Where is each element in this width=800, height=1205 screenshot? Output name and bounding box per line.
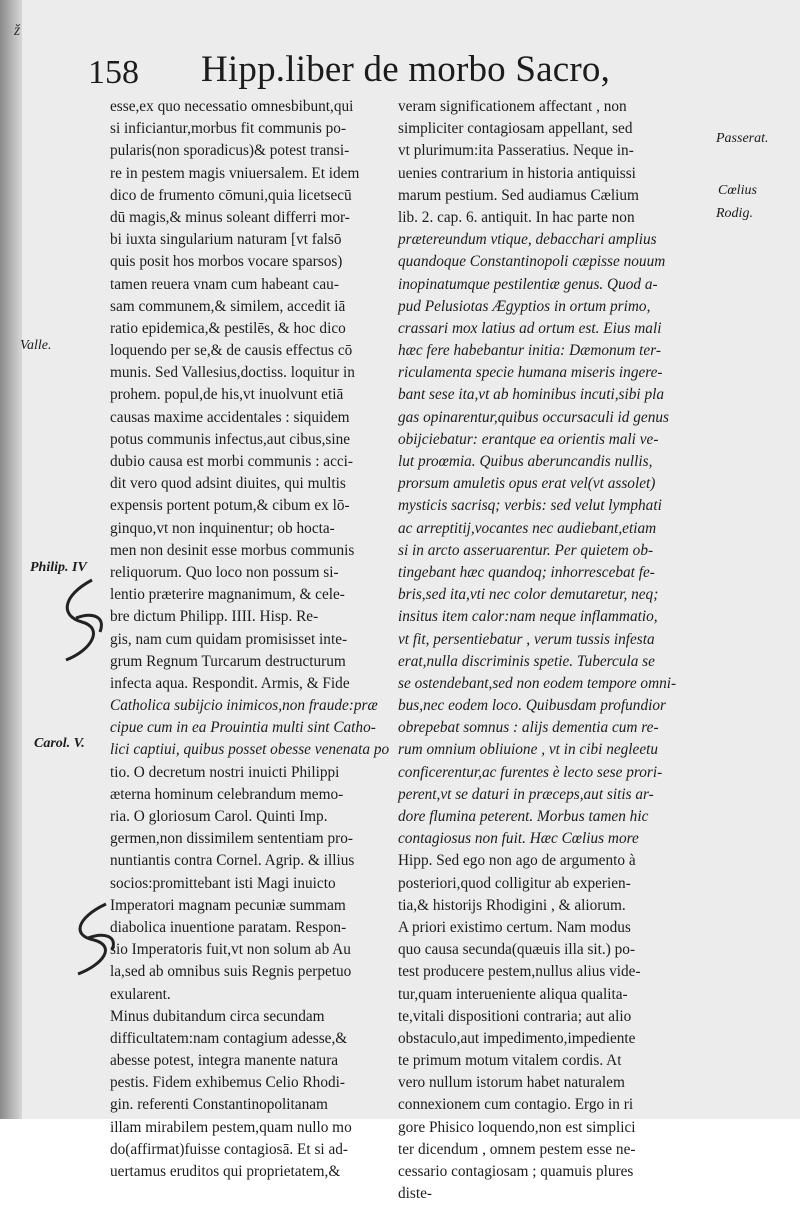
text-line: infecta aqua. Respondit. Armis, & Fide xyxy=(110,674,350,692)
text-line: gas opinarentur,quibus occursaculi id genus xyxy=(398,408,669,426)
text-line: crassari mox latius ad ortum est. Eius mali xyxy=(398,319,662,337)
text-line: mysticis sacrisq; verbis: sed velut lymphati xyxy=(398,497,662,515)
margin-note-rodig: Rodig. xyxy=(716,206,753,221)
text-line: re in pestem magis vniuersalem. Et idem xyxy=(110,164,360,182)
text-line: causas maxime accidentales : siquidem xyxy=(110,408,350,426)
text-line: Hipp. Sed ego non ago de argumento à xyxy=(398,852,636,870)
text-line: gore Phisico loquendo,non est simplici xyxy=(398,1118,636,1136)
text-line: lentio prӕterire magnanimum, & cele- xyxy=(110,586,345,604)
text-line: hӕc fere habebantur initia: Dӕmonum ter- xyxy=(398,342,661,360)
text-line: bi iuxta singularium naturam [vt falsō xyxy=(110,231,342,249)
text-line: dū magis,& minus soleant differri mor- xyxy=(110,208,350,226)
text-line: ratio epidemica,& pestilēs, & hoc dico xyxy=(110,319,346,337)
text-line: ter dicendum , omnem pestem esse ne- xyxy=(398,1140,636,1158)
text-line: potus communis infectus,aut cibus,sine xyxy=(110,430,351,448)
text-line: expensis portent potum,& cibum ex lō- xyxy=(110,497,350,515)
margin-note-carol: Carol. V. xyxy=(34,736,85,751)
text-line: sam communem,& similem, accedit iā xyxy=(110,297,346,315)
text-line: nuntiantis contra Cornel. Agrip. & illius xyxy=(110,852,355,870)
handwritten-paragraph-mark-1 xyxy=(52,576,114,672)
text-line: loquendo per se,& de causis effectus cō xyxy=(110,342,353,360)
handwritten-mark: ž xyxy=(14,22,21,39)
text-line: marum pestium. Sed audiamus Cӕlium xyxy=(398,186,639,204)
text-line: riculamenta specie humana miseris ingere- xyxy=(398,364,663,382)
text-line: simpliciter contagiosam appellant, sed xyxy=(398,120,633,138)
text-line: abesse potest, integra manente natura xyxy=(110,1052,339,1070)
text-line: obijciebatur: erantque ea orientis mali ve- xyxy=(398,430,659,448)
text-line: la,sed ab omnibus suis Regnis perpetuo xyxy=(110,963,352,981)
text-line: posteriori,quod colligitur ab experien- xyxy=(398,874,631,892)
margin-note-coelius: Cœlius xyxy=(718,183,757,198)
text-line: quo causa secunda(quӕuis illa sit.) po- xyxy=(398,941,636,959)
text-line: lut proœmia. Quibus aberuncandis nullis, xyxy=(398,453,653,470)
text-line: Catholica subijcio inimicos,non fraude:prӕ xyxy=(110,697,378,715)
text-line: vt plurimum:ita Passeratius. Neque in- xyxy=(398,142,634,160)
text-line: pularis(non sporadicus)& potest transi- xyxy=(110,142,350,160)
text-line: pud Pelusiotas Ӕgyptios in ortum primo, xyxy=(398,297,651,315)
text-line: contagiosus non fuit. Hӕc Cœlius more xyxy=(398,830,639,848)
text-line: dore flumina peterent. Morbus tamen hic xyxy=(398,808,649,825)
text-line: cessario contagiosam ; quamuis plures xyxy=(398,1163,634,1180)
text-line: prӕtereundum vtique, debacchari amplius xyxy=(398,231,657,249)
text-line: gis, nam cum quidam promisisset inte- xyxy=(110,630,348,648)
text-line: obstaculo,aut impedimento,impediente xyxy=(398,1029,636,1047)
text-line: tia,& historijs Rhodigini , & aliorum. xyxy=(398,896,626,914)
text-line: connexionem cum contagio. Ergo in ri xyxy=(398,1096,634,1114)
text-line: vero nullum istorum habet naturalem xyxy=(398,1074,625,1092)
text-line: tamen reuera vnam cum habeant cau- xyxy=(110,275,339,293)
text-line: insitus item calor:nam neque inflammatio, xyxy=(398,608,658,626)
text-line: bus,nec eodem loco. Quibusdam profundior xyxy=(398,697,666,715)
text-line: tio. O decretum nostri inuicti Philippi xyxy=(110,763,340,781)
text-line: exularent. xyxy=(110,985,171,1003)
text-line: ginquo,vt non inquinentur; ob hocta- xyxy=(110,519,335,537)
text-line: gin. referenti Constantinopolitanam xyxy=(110,1096,328,1114)
text-line: diste- xyxy=(398,1185,432,1203)
text-line: bant sese ita,vt ab hominibus incuti,sibi pla xyxy=(398,386,664,404)
text-line: ria. O gloriosum Carol. Quinti Imp. xyxy=(110,808,328,825)
text-line: tur,quam interueniente aliqua qualita- xyxy=(398,985,628,1003)
text-line: te primum motum vitalem cordis. At xyxy=(398,1052,622,1070)
text-line: si inficiantur,morbus fit communis po- xyxy=(110,120,347,138)
running-title: Hipp.liber de morbo Sacro, xyxy=(201,49,611,90)
handwritten-paragraph-mark-2 xyxy=(62,900,124,980)
text-line: quis posit hos morbos vocare sparsos) xyxy=(110,253,343,271)
text-line: sio Imperatoris fuit,vt non solum ab Au xyxy=(110,941,351,959)
text-line: A priori existimo certum. Nam modus xyxy=(398,918,631,936)
text-line: vt fit, persentiebatur , verum tussis infesta xyxy=(398,630,655,648)
text-line: diabolica inuentione paratam. Respon- xyxy=(110,918,347,936)
text-line: munis. Sed Vallesius,doctiss. loquitur in xyxy=(110,364,355,382)
text-line: dico de frumento cōmuni,quia licetsecū xyxy=(110,186,352,204)
text-line: Imperatori magnam pecuniӕ summam xyxy=(110,896,346,914)
text-line: uenies contrarium in historia antiquissi xyxy=(398,164,636,182)
text-line: esse,ex quo necessatio omnesbibunt,qui xyxy=(110,98,354,115)
text-line: prorsum amuletis opus erat vel(vt assolet) xyxy=(398,475,656,493)
text-line: bris,sed ita,vti nec color demutaretur, neq; xyxy=(398,586,659,604)
text-line: prohem. popul,de his,vt inuolvunt etiā xyxy=(110,386,344,404)
text-line: obrepebat somnus : alijs dementia cum re- xyxy=(398,719,659,737)
page-number: 158 xyxy=(88,54,139,91)
text-line: difficultatem:nam contagium adesse,& xyxy=(110,1029,348,1047)
text-line: inopinatumque pestilentiӕ genus. Quod a- xyxy=(398,275,658,293)
text-line: pestis. Fidem exhibemus Celio Rhodi- xyxy=(110,1074,345,1092)
text-line: si in arcto asseruarentur. Per quietem ob- xyxy=(398,541,654,559)
text-line: men non desinit esse morbus communis xyxy=(110,541,355,559)
left-text-column xyxy=(110,96,400,1183)
text-line: veram significationem affectant , non xyxy=(398,98,627,115)
text-line: bre dictum Philipp. IIII. Hisp. Re- xyxy=(110,608,319,626)
text-line: se ostendebant,sed non eodem tempore omni- xyxy=(398,674,677,692)
page-header xyxy=(88,48,708,98)
text-line: socios:promittebant isti Magi inuicto xyxy=(110,874,336,892)
text-line: quandoque Constantinopoli cӕpisse nouum xyxy=(398,253,666,271)
margin-note-valle: Valle. xyxy=(20,338,52,353)
text-line: erat,nulla discriminis spetie. Tubercula se xyxy=(398,652,655,670)
text-line: ӕterna hominum celebrandum memo- xyxy=(110,785,344,803)
text-line: lib. 2. cap. 6. antiquit. In hac parte non xyxy=(398,208,635,226)
text-line: Minus dubitandum circa secundam xyxy=(110,1007,325,1025)
text-line: do(affirmat)fuisse contagiosā. Et si ad- xyxy=(110,1140,349,1158)
text-line: reliquorum. Quo loco non possum si- xyxy=(110,563,339,581)
text-line: perent,vt se daturi in prӕceps,aut sitis ar- xyxy=(398,785,654,803)
text-line: test producere pestem,nullus alius vide- xyxy=(398,963,641,981)
text-line: tingebant hӕc quandoq; inhorrescebat fe- xyxy=(398,563,655,581)
text-line: lici captiui, quibus posset obesse venenata po xyxy=(110,741,390,759)
text-line: dit vero quod adsint diuites, qui multis xyxy=(110,475,346,493)
text-line: rum omnium obliuione , vt in cibi negleetu xyxy=(398,741,659,759)
text-line: illam mirabilem pestem,quam nullo mo xyxy=(110,1118,352,1136)
right-text-column xyxy=(398,96,714,1205)
text-line: grum Regnum Turcarum destructurum xyxy=(110,652,346,670)
text-line: dubio causa est morbi communis : acci- xyxy=(110,453,353,470)
text-line: conficerentur,ac furentes è lecto sese prori- xyxy=(398,763,663,781)
text-line: ac arreptitij,vocantes nec audiebant,etiam xyxy=(398,519,657,537)
text-line: germen,non dissimilem sententiam pro- xyxy=(110,830,354,848)
margin-note-passerat: Passerat. xyxy=(716,131,769,146)
text-line: te,vitali dispositioni contraria; aut alio xyxy=(398,1007,632,1025)
text-line: uertamus eruditos qui proprietatem,& xyxy=(110,1163,341,1180)
page-gutter-shadow xyxy=(0,0,22,1119)
text-line: cipue cum in ea Prouintia multi sint Catho- xyxy=(110,719,376,737)
margin-note-philip: Philip. IV xyxy=(30,560,87,575)
